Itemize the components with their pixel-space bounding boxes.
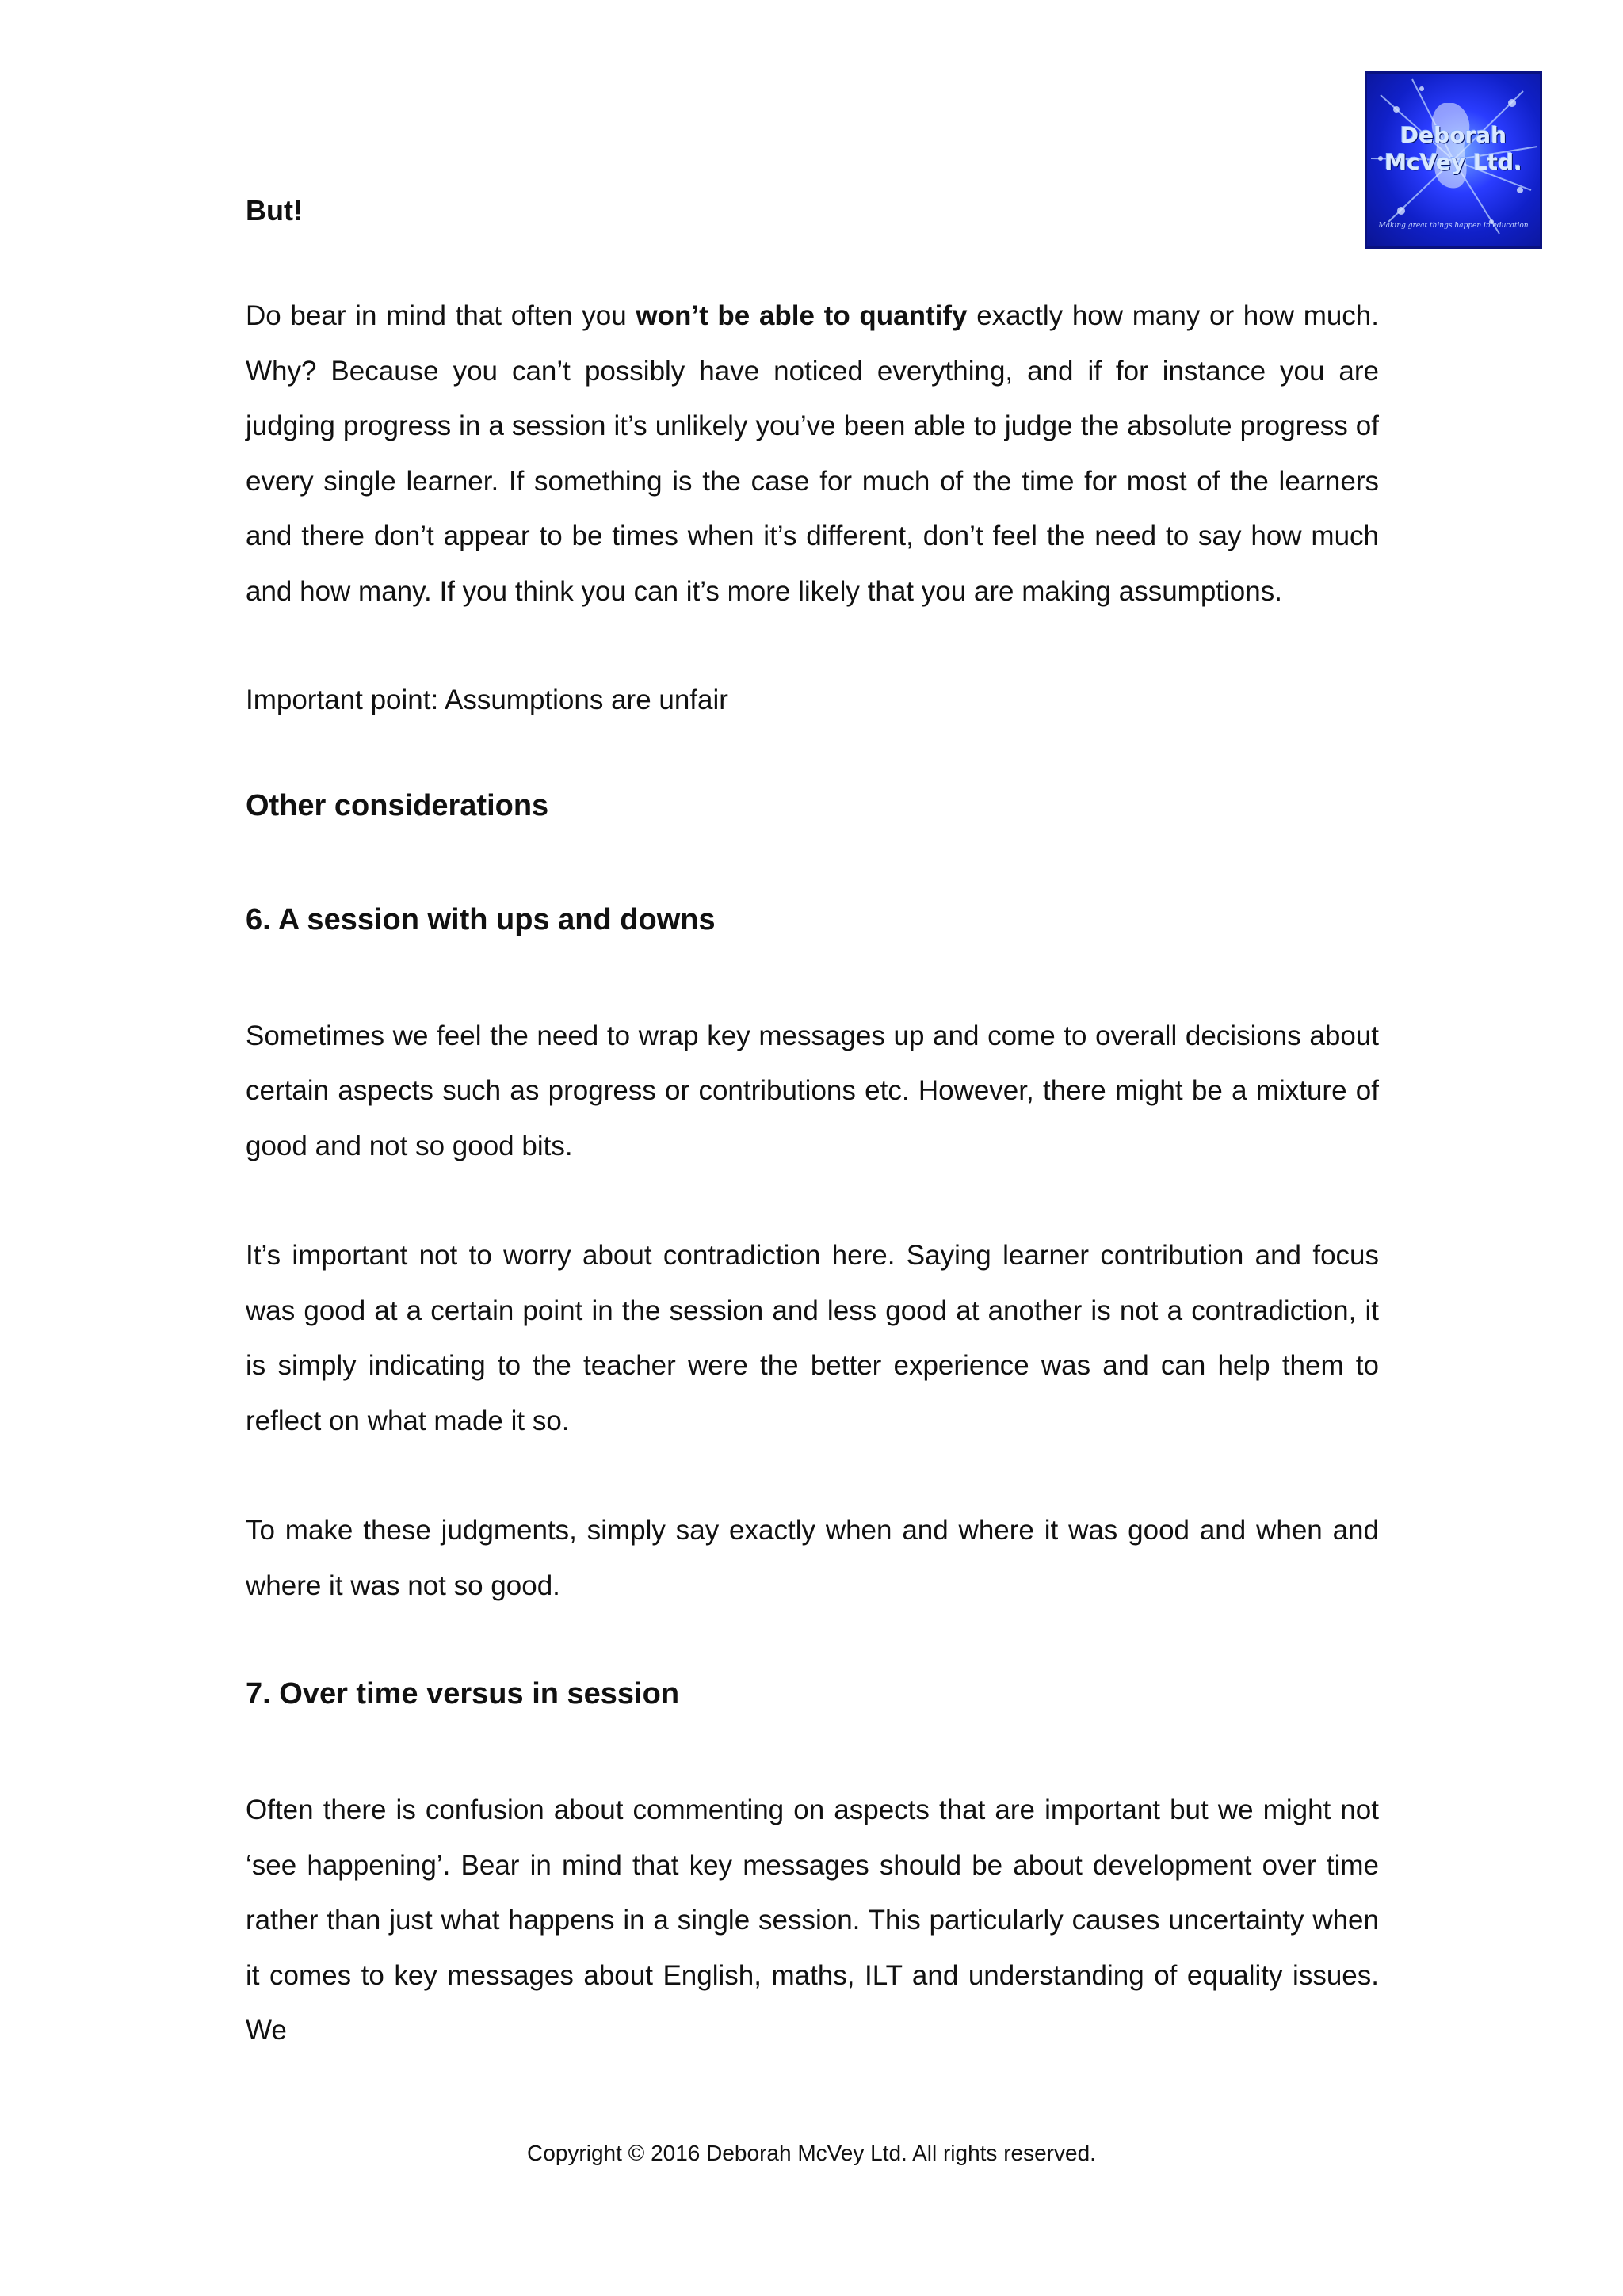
logo-line-1: Deborah — [1400, 122, 1507, 148]
logo-line-2: McVey Ltd. — [1384, 149, 1522, 175]
important-point: Important point: Assumptions are unfair — [246, 685, 728, 715]
company-logo — [1365, 71, 1542, 249]
logo-title — [1365, 122, 1542, 176]
but-heading: But! — [246, 194, 303, 227]
quantify-text-start: Do bear in mind that often you — [246, 300, 636, 331]
section-7-heading: 7. Over time versus in session — [246, 1677, 680, 1711]
quantify-paragraph — [246, 288, 1379, 619]
section-6-paragraph-2: It’s important not to worry about contradiction here. Saying learner contribution and focus was good at a certain point in the session and less good at another is not a contradiction, it is simply indicating to the teacher were the better experience was and can help them to reflect on what made it so. — [246, 1240, 1379, 1436]
copyright-footer: Copyright © 2016 Deborah McVey Ltd. All rights reserved. — [527, 2141, 1096, 2165]
other-considerations-heading: Other considerations — [246, 788, 549, 822]
quantify-text-end: exactly how many or how much. Why? Because you can’t possibly have noticed everything, and if for instance you are judging progress in a session it’s unlikely you’ve been able to judge the absolute progress of every single learner. If something is the case for much of the time for most of the learners and there don’t appear to be times when it’s different, don’t feel the need to say how much and how many. If you think you can it’s more likely that you are making assumptions. — [246, 300, 1380, 607]
section-6-paragraph-1: Sometimes we feel the need to wrap key messages up and come to overall decisions about certain aspects such as progress or contributions etc. However, there might be a mixture of good and not so good bits. — [246, 1020, 1379, 1161]
quantify-emphasis: won’t be able to quantify — [636, 300, 968, 331]
logo-tagline: Making great things happen in education — [1378, 222, 1529, 230]
document-body — [246, 190, 1379, 2058]
section-6-heading: 6. A session with ups and downs — [246, 902, 716, 936]
section-6-paragraph-3: To make these judgments, simply say exactly when and where it was good and when and where it was not so good. — [246, 1515, 1379, 1601]
section-7-paragraph-1: Often there is confusion about commenting on aspects that are important but we might not ‘see happening’. Bear in mind that key messages should be about development over time rather than just what happens in a single session. This particularly causes uncertainty when it comes to key messages about English, maths, ILT and understanding of equality issues. We — [246, 1794, 1379, 2046]
